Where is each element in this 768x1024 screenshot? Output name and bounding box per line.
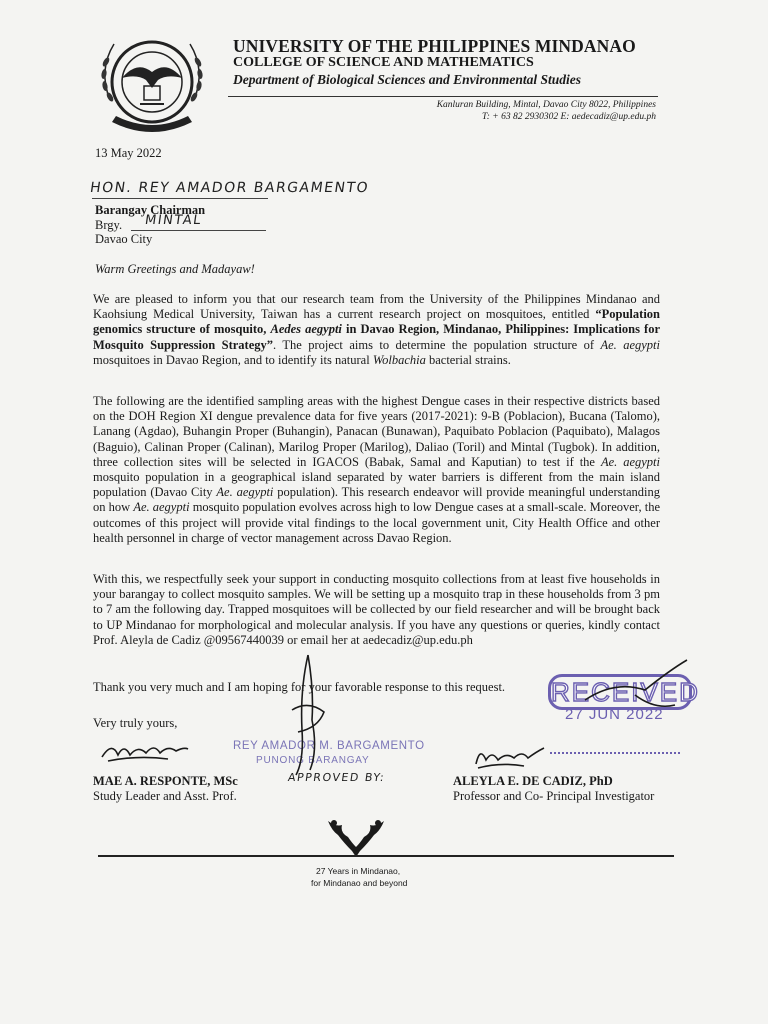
signature-dotted-line: [550, 752, 680, 754]
received-signature-mark: [575, 650, 695, 720]
barangay-value-handwritten: MINTAL: [143, 213, 203, 228]
footer-divider: [98, 855, 674, 857]
recipient-title: Barangay Chairman: [95, 203, 206, 217]
chairman-signature: [278, 650, 338, 780]
de-cadiz-signature: [470, 742, 550, 770]
university-name: UNIVERSITY OF THE PHILIPPINES MINDANAO: [233, 36, 636, 56]
footer-tagline-2: for Mindanao and beyond: [311, 878, 408, 888]
chairman-name-stamp: REY AMADOR M. BARGAMENTO: [233, 740, 425, 752]
recipient-name-handwritten: HON. REY AMADOR BARGAMENTO: [88, 180, 371, 196]
barangay-line: [131, 230, 266, 231]
university-seal-logo: [92, 30, 212, 142]
closing-yours: Very truly yours,: [93, 716, 178, 730]
salutation: Warm Greetings and Madayaw!: [95, 262, 255, 276]
letterhead-contact: T: + 63 82 2930302 E: aedecadiz@up.edu.ph: [482, 112, 656, 122]
left-signer-name: MAE A. RESPONTE, MSc: [93, 774, 238, 788]
paragraph-request: With this, we respectfully seek your support in conducting mosquito collections from at least five households in your barangay to collect mosquito samples. We will be setting up a mosquito trap in these households from 3 pm to 7 am the following day. Trapped mosquitoes will be collected by our field researcher and will be brought back to UP Mindanao for morphological and molecular analysis. If you have any questions or queries, kindly contact Prof. Aleyla de Cadiz @09567440039 or email her at aedecadiz@up.edu.ph: [93, 572, 660, 647]
letterhead-address: Kanluran Building, Mintal, Davao City 8022, Philippines: [436, 100, 656, 110]
recipient-city: Davao City: [95, 232, 153, 246]
chairman-title-stamp: PUNONG BARANGAY: [256, 755, 370, 766]
responte-signature: [98, 735, 193, 767]
received-stamp-date: 27 JUN 2022: [565, 706, 664, 723]
right-signer-name: ALEYLA E. DE CADIZ, PhD: [453, 774, 613, 788]
letter-date: 13 May 2022: [95, 146, 162, 160]
college-name: COLLEGE OF SCIENCE AND MATHEMATICS: [233, 55, 534, 70]
paragraph-sampling-areas: The following are the identified sampling areas with the highest Dengue cases in their respective districts based on the DOH Region XI dengue prevalence data for five years (2017-2021): 9-B (Poblacion), Bucana (Talomo), Lanang (Agdao), Buhangin Proper (Buhangin), Panacan (Bunawan), Paquibato Poblacion (Paquibato), Malagos (Baguio), Calinan Proper (Calinan), Marilog Proper (Marilog), Daliao (Toril) and Mintal (Tugbok). In addition, three collection sites will be selected in IGACOS (Babak, Samal and Kaputian) to test if the Ae. aegypti mosquito population in a geographical island separated by water barriers is different from the main island population (Davao City Ae. aegypti population). This research endeavor will provide meaningful understanding on how Ae. aegypti mosquito population evolves across high to low Dengue cases at a small-scale. Moreover, the outcomes of this project will provide vital findings to the local government unit, City Health Office and other health personnel in charge of vector management across Davao Region.: [93, 394, 660, 545]
received-stamp: RECEIVED: [548, 674, 692, 710]
left-signer-role: Study Leader and Asst. Prof.: [93, 789, 237, 803]
barangay-label: Brgy.: [95, 218, 123, 232]
right-signer-role: Professor and Co- Principal Investigator: [453, 789, 655, 803]
paragraph-intro: We are pleased to inform you that our research team from the University of the Philippines Mindanao and Kaohsiung Medical University, Taiwan has a current research project on mosquitoes, entitled “Population genomics structure of mosquito, Aedes aegypti in Davao Region, Mindanao, Philippines: Implications for Mosquito Suppression Strategy”. The project aims to determine the population structure of Ae. aegypti mosquitoes in Davao Region, and to identify its natural Wolbachia bacterial strains.: [93, 292, 661, 367]
letterhead-divider: [228, 96, 658, 97]
recipient-name-line: [92, 198, 268, 199]
approved-by-note: APPROVED BY:: [287, 771, 387, 784]
department-name: Department of Biological Sciences and Environmental Studies: [233, 72, 582, 87]
closing-thanks: Thank you very much and I am hoping for your favorable response to this request.: [93, 680, 506, 694]
footer-tagline-1: 27 Years in Mindanao,: [316, 866, 401, 876]
